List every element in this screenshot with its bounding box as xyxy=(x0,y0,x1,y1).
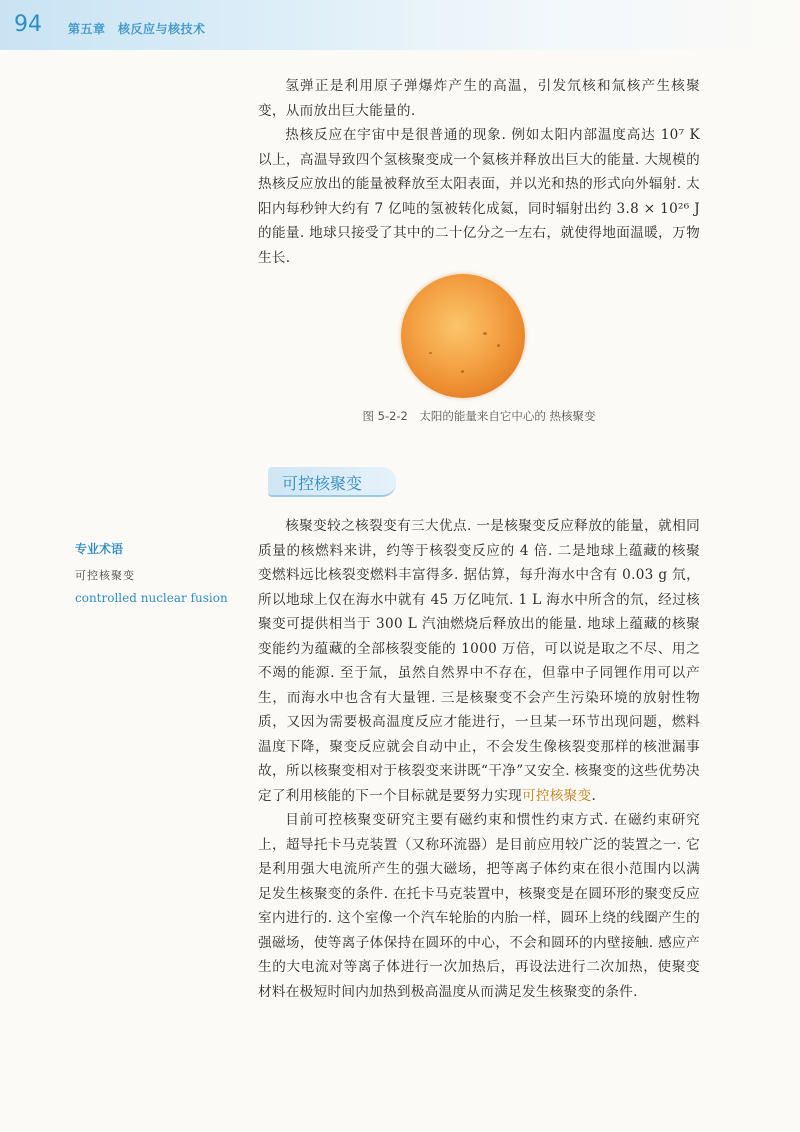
glossary-term-english: controlled nuclear fusion xyxy=(75,591,228,605)
sun-image xyxy=(401,274,525,398)
section-heading xyxy=(268,467,396,497)
intro-paragraph-1: 氢弹正是利用原子弹爆炸产生的高温，引发氘核和氚核产生核聚变，从而放出巨大能量的. xyxy=(258,78,700,119)
sunspot xyxy=(461,370,464,373)
chapter-title: 第五章 核反应与核技术 xyxy=(68,22,206,36)
sunspot xyxy=(497,344,500,347)
section-title: 可控核聚变 xyxy=(282,474,363,493)
glossary-heading: 专业术语 xyxy=(75,542,124,556)
figure-caption: 图 5-2-2 太阳的能量来自它中心的 热核聚变 xyxy=(362,409,596,423)
glossary-sidebar xyxy=(75,540,245,605)
sunspot xyxy=(429,352,432,354)
body-paragraph-1-text: 核聚变较之核裂变有三大优点. 一是核聚变反应释放的能量，就相同质量的核燃料来讲，约等于核裂变反应的 4 倍. 二是地球上蕴藏的核聚变燃料远比核裂变燃料丰富得多. 据估算，每升海水中含有 0.03 g 氘，所以地球上仅在海水中就有 45 万亿吨氘. 1 L 海水中所含的氘，经过核聚变可提供相当于 300 L 汽油燃烧后释放出的能量. 地球上蕴藏的核聚变能约为蕴藏的全部核裂变能的 1000 万倍，可以说是取之不尽、用之不竭的能源. 至于氚，虽然自然界中不存在，但靠中子同锂作用可以产生，而海水中也含有大量锂. 三是核聚变不会产生污染环境的放射性物质，又因为需要极高温度反应才能进行，一旦某一环节出现问题，燃料温度下降，聚变反应就会自动中止，不会发生像核裂变那样的核泄漏事故，所以核聚变相对于核裂变来讲既“干净”又安全. 核聚变的这些优势决定了利用核能的下一个目标就是要努力实现 xyxy=(258,518,700,804)
body-text xyxy=(258,514,700,1004)
glossary-term-chinese: 可控核聚变 xyxy=(75,569,135,582)
body-paragraph-2: 目前可控核聚变研究主要有磁约束和惯性约束方式. 在磁约束研究上，超导托卡马克装置（又称环流器）是目前应用较广泛的装置之一. 它是利用强大电流所产生的强大磁场，把等离子体约束在很小范围内以满足发生核聚变的条件. 在托卡马克装置中，核聚变是在圆环形的聚变反应室内进行的. 这个室像一个汽车轮胎的内胎一样，圆环上绕的线圈产生的强磁场，使等离子体保持在圆环的中心，不会和圆环的内壁接触. 感应产生的大电流对等离子体进行一次加热后，再设法进行二次加热，使聚变材料在极短时间内加热到极高温度从而满足发生核聚变的条件. xyxy=(258,812,700,1000)
body-paragraph-1-end: . xyxy=(591,787,597,804)
sunspot xyxy=(483,332,487,335)
intro-paragraph-2: 热核反应在宇宙中是很普通的现象. 例如太阳内部温度高达 10⁷ K 以上，高温导致四个氢核聚变成一个氦核并释放出巨大的能量. 大规模的热核反应放出的能量被释放至太阳表面，并以光和热的形式向外辐射. 太阳内每秒钟大约有 7 亿吨的氢被转化成氦，同时辐射出约 3.8 × 10²⁶ J 的能量. 地球只接受了其中的二十亿分之一左右，就使得地面温暖，万物生长. xyxy=(258,127,700,266)
highlighted-term: 可控核聚变 xyxy=(521,787,592,804)
intro-text xyxy=(258,74,700,270)
page-header xyxy=(0,0,800,50)
page-number: 94 xyxy=(14,12,42,37)
body-paragraph-1 xyxy=(258,514,700,808)
